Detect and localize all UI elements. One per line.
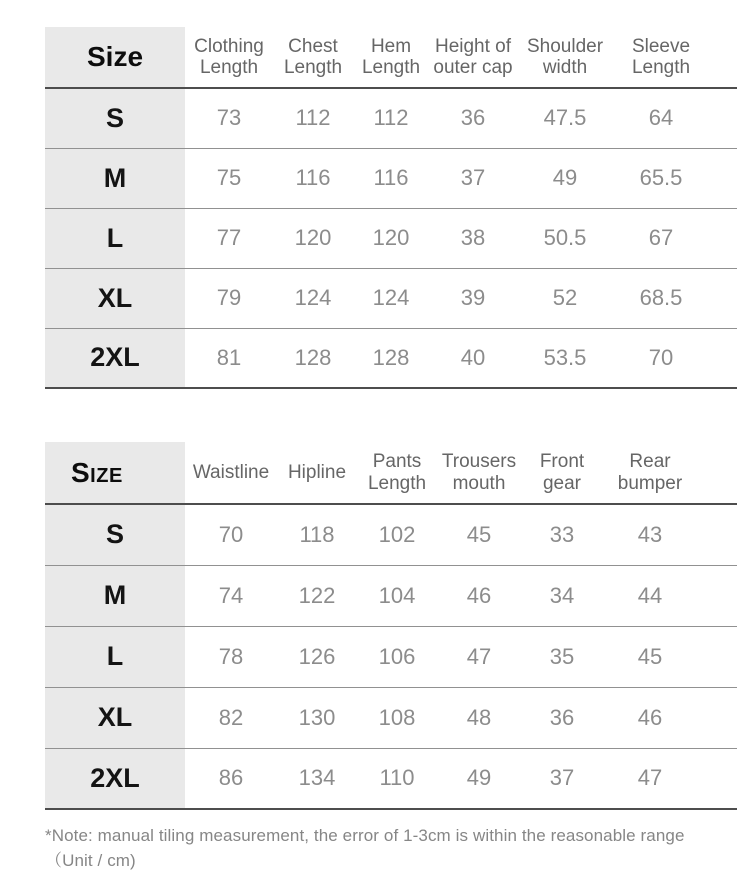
value-cell: 46 — [603, 687, 737, 748]
column-header: Sleeve Length — [613, 27, 737, 88]
value-cell: 110 — [357, 748, 437, 809]
value-cell: 75 — [185, 148, 273, 208]
value-cell: 130 — [277, 687, 357, 748]
value-cell: 134 — [277, 748, 357, 809]
value-cell: 43 — [603, 504, 737, 565]
top-garment-size-table — [45, 27, 737, 389]
header-row — [45, 27, 737, 88]
value-cell: 108 — [357, 687, 437, 748]
value-cell: 33 — [521, 504, 603, 565]
column-header: Shoulder width — [517, 27, 613, 88]
value-cell: 118 — [277, 504, 357, 565]
size-cell: S — [45, 504, 185, 565]
value-cell: 45 — [437, 504, 521, 565]
value-cell: 34 — [521, 565, 603, 626]
value-cell: 81 — [185, 328, 273, 388]
size-cell: M — [45, 148, 185, 208]
value-cell: 46 — [437, 565, 521, 626]
value-cell: 53.5 — [517, 328, 613, 388]
value-cell: 82 — [185, 687, 277, 748]
table-row — [45, 88, 737, 148]
value-cell: 50.5 — [517, 208, 613, 268]
value-cell: 67 — [613, 208, 737, 268]
value-cell: 124 — [353, 268, 429, 328]
table-header — [45, 442, 737, 504]
value-cell: 116 — [353, 148, 429, 208]
value-cell: 120 — [273, 208, 353, 268]
value-cell: 74 — [185, 565, 277, 626]
size-cell: XL — [45, 268, 185, 328]
column-header: Hem Length — [353, 27, 429, 88]
value-cell: 36 — [521, 687, 603, 748]
size-column-header: Size — [45, 27, 185, 88]
table-row — [45, 328, 737, 388]
value-cell: 104 — [357, 565, 437, 626]
value-cell: 45 — [603, 626, 737, 687]
table-row — [45, 148, 737, 208]
value-cell: 64 — [613, 88, 737, 148]
value-cell: 39 — [429, 268, 517, 328]
value-cell: 47.5 — [517, 88, 613, 148]
column-header: Trousers mouth — [437, 442, 521, 504]
table-row — [45, 626, 737, 687]
value-cell: 47 — [603, 748, 737, 809]
column-header: Front gear — [521, 442, 603, 504]
size-cell: 2XL — [45, 328, 185, 388]
value-cell: 102 — [357, 504, 437, 565]
value-cell: 49 — [517, 148, 613, 208]
size-cell: 2XL — [45, 748, 185, 809]
note-text: *Note: manual tiling measurement, the error of 1-3cm is within the reasonable range （Unit / cm) — [45, 826, 685, 870]
size-column-header: Size — [45, 442, 185, 504]
table-row — [45, 748, 737, 809]
value-cell: 122 — [277, 565, 357, 626]
column-header: Waistline — [185, 442, 277, 504]
table-body — [45, 88, 737, 388]
value-cell: 112 — [353, 88, 429, 148]
value-cell: 52 — [517, 268, 613, 328]
value-cell: 47 — [437, 626, 521, 687]
value-cell: 86 — [185, 748, 277, 809]
value-cell: 70 — [185, 504, 277, 565]
size-cell: L — [45, 626, 185, 687]
value-cell: 37 — [429, 148, 517, 208]
table-row — [45, 687, 737, 748]
column-header: Hipline — [277, 442, 357, 504]
value-cell: 49 — [437, 748, 521, 809]
column-header: Height of outer cap — [429, 27, 517, 88]
value-cell: 36 — [429, 88, 517, 148]
value-cell: 70 — [613, 328, 737, 388]
size-cell: S — [45, 88, 185, 148]
table-row — [45, 565, 737, 626]
value-cell: 120 — [353, 208, 429, 268]
value-cell: 37 — [521, 748, 603, 809]
size-cell: M — [45, 565, 185, 626]
table-header — [45, 27, 737, 88]
column-header: Rear bumper — [603, 442, 737, 504]
value-cell: 40 — [429, 328, 517, 388]
value-cell: 128 — [273, 328, 353, 388]
value-cell: 116 — [273, 148, 353, 208]
column-header: Chest Length — [273, 27, 353, 88]
value-cell: 48 — [437, 687, 521, 748]
value-cell: 77 — [185, 208, 273, 268]
value-cell: 124 — [273, 268, 353, 328]
pants-size-table — [45, 442, 737, 810]
value-cell: 65.5 — [613, 148, 737, 208]
table-row — [45, 504, 737, 565]
table-row — [45, 268, 737, 328]
value-cell: 78 — [185, 626, 277, 687]
size-cell: L — [45, 208, 185, 268]
value-cell: 106 — [357, 626, 437, 687]
size-cell: XL — [45, 687, 185, 748]
column-header: Pants Length — [357, 442, 437, 504]
value-cell: 128 — [353, 328, 429, 388]
column-header: Clothing Length — [185, 27, 273, 88]
table-row — [45, 208, 737, 268]
value-cell: 79 — [185, 268, 273, 328]
value-cell: 35 — [521, 626, 603, 687]
value-cell: 126 — [277, 626, 357, 687]
value-cell: 44 — [603, 565, 737, 626]
value-cell: 38 — [429, 208, 517, 268]
value-cell: 73 — [185, 88, 273, 148]
value-cell: 112 — [273, 88, 353, 148]
table-body — [45, 504, 737, 809]
value-cell: 68.5 — [613, 268, 737, 328]
header-row — [45, 442, 737, 504]
